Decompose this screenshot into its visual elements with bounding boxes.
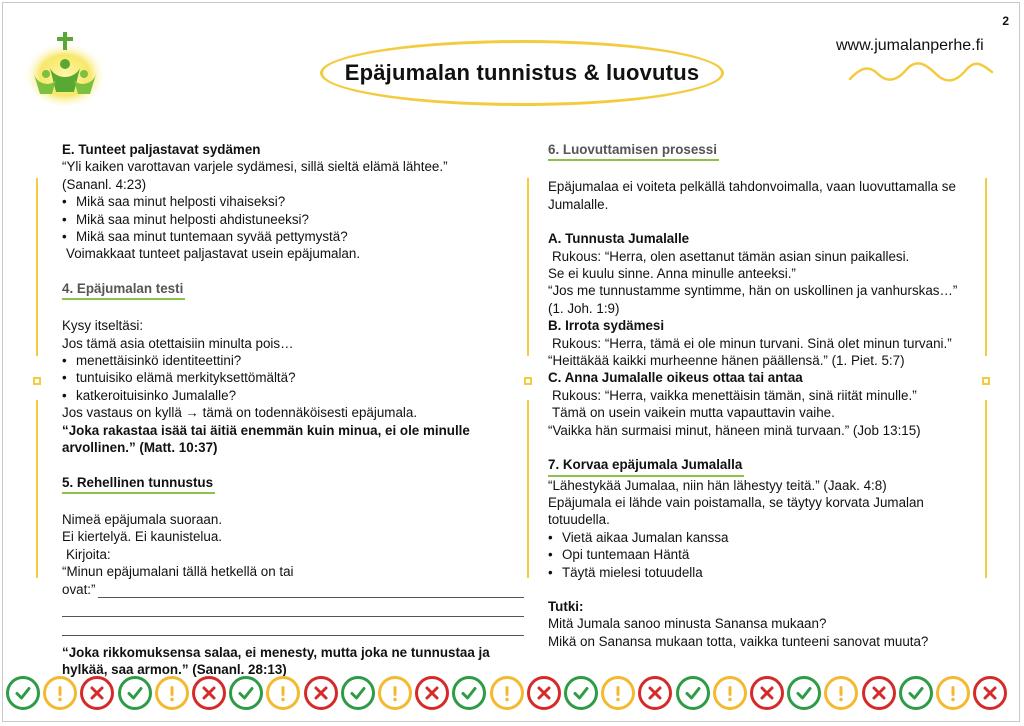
step-b-verse: “Heittäkää kaikki murheenne hänen päällensä.” (1. Piet. 5:7) [548, 353, 905, 369]
answer-line[interactable] [98, 583, 525, 598]
step-c-verse: “Vaikka hän surmaisi minut, häneen minä turvaan.” (Job 13:15) [548, 422, 921, 438]
section-5-prompt: “Minun epäjumalani tällä hetkellä on tai [62, 564, 294, 580]
list-item: • Täytä mielesi totuudella [548, 564, 978, 581]
check-icon [564, 676, 598, 710]
section-5-line: Nimeä epäjumala suoraan. [62, 511, 223, 527]
cross-icon [192, 676, 226, 710]
page-title: Epäjumalan tunnistus & luovutus [344, 60, 700, 85]
step-c-prayer: Rukous: “Herra, vaikka menettäisin tämän, sinä riität minulle.” [552, 387, 917, 403]
check-icon [899, 676, 933, 710]
warning-icon [713, 676, 747, 710]
divider-mid-marker [524, 377, 532, 385]
section-e-quote: “Yli kaiken varottavan varjele sydämesi, sillä sieltä elämä lähtee.” [62, 159, 448, 175]
cross-icon [973, 676, 1007, 710]
list-item: • Opi tuntemaan Häntä [548, 546, 978, 563]
list-item: • Mikä saa minut tuntemaan syvää pettymystä? [62, 228, 524, 245]
section-4-question: Jos tämä asia otettaisiin minulta pois… [62, 335, 294, 351]
footer-icon-row [0, 676, 1024, 712]
section-4-intro: Kysy itseltäsi: [62, 318, 144, 334]
website-link[interactable]: www.jumalanperhe.fi [836, 37, 984, 54]
warning-icon [378, 676, 412, 710]
warning-icon [490, 676, 524, 710]
step-a-prayer-cont: Se ei kuulu sinne. Anna minulle anteeksi.” [548, 266, 796, 282]
divider-right-bottom [985, 400, 987, 578]
warning-icon [155, 676, 189, 710]
section-5-heading: 5. Rehellinen tunnustus [62, 474, 215, 494]
section-7-heading: 7. Korvaa epäjumala Jumalalla [548, 456, 744, 476]
step-a-verse: “Jos me tunnustamme syntimme, hän on uskollinen ja vanhurskas…” [548, 283, 958, 299]
left-column [62, 141, 524, 679]
check-icon [676, 676, 710, 710]
section-4-conclusion: Jos vastaus on kyllä → tämä on todennäköisesti epäjumala. [62, 405, 418, 421]
list-item: • Mikä saa minut helposti ahdistuneeksi? [62, 211, 524, 228]
cross-icon [862, 676, 896, 710]
study-heading: Tutki: [548, 598, 584, 614]
answer-line-row [62, 581, 524, 598]
logo-icon [22, 28, 108, 106]
check-icon [118, 676, 152, 710]
section-7-text: Epäjumala ei lähde vain poistamalla, se täytyy korvata Jumalan totuudella. [548, 494, 924, 528]
step-c-heading: C. Anna Jumalalle oikeus ottaa tai antaa [548, 370, 803, 386]
divider-right-top [985, 178, 987, 356]
study-question: Mikä on Sanansa mukaan totta, vaikka tunteeni sanovat muuta? [548, 633, 929, 649]
title-banner [320, 40, 724, 106]
cross-icon [415, 676, 449, 710]
warning-icon [43, 676, 77, 710]
cross-icon [750, 676, 784, 710]
divider-right-marker [982, 377, 990, 385]
section-e-reference: (Sananl. 4:23) [62, 176, 147, 192]
section-4-quote: “Joka rakastaa isää tai äitiä enemmän kuin minua, ei ole minulle arvollinen.” (Matt. 10:37) [62, 422, 470, 456]
section-e-note: Voimakkaat tunteet paljastavat usein epäjumalan. [66, 246, 361, 262]
cross-icon [638, 676, 672, 710]
answer-line[interactable] [62, 602, 524, 617]
right-column [548, 141, 978, 650]
cross-icon [527, 676, 561, 710]
divider-mid-bottom [527, 400, 529, 578]
section-e-heading: E. Tunteet paljastavat sydämen [62, 142, 261, 157]
section-6-heading: 6. Luovuttamisen prosessi [548, 141, 719, 161]
divider-mid-top [527, 178, 529, 356]
warning-icon [601, 676, 635, 710]
list-item: • Mikä saa minut helposti vihaiseksi? [62, 193, 524, 210]
check-icon [6, 676, 40, 710]
cross-icon [80, 676, 114, 710]
squiggle-decoration [848, 62, 994, 84]
answer-line[interactable] [62, 621, 524, 636]
step-a-reference: (1. Joh. 1:9) [548, 300, 620, 316]
check-icon [341, 676, 375, 710]
section-7-quote: “Lähestykää Jumalaa, niin hän lähestyy teitä.” (Jaak. 4:8) [548, 477, 887, 493]
section-5-prompt-end: ovat:” [62, 581, 96, 597]
check-icon [787, 676, 821, 710]
list-item: • menettäisinkö identiteettini? [62, 352, 524, 369]
check-icon [229, 676, 263, 710]
step-c-note: Tämä on usein vaikein mutta vapauttavin vaihe. [552, 405, 835, 421]
warning-icon [936, 676, 970, 710]
step-a-heading: A. Tunnusta Jumalalle [548, 231, 690, 247]
cross-icon [304, 676, 338, 710]
step-b-heading: B. Irrota sydämesi [548, 318, 665, 334]
step-a-prayer: Rukous: “Herra, olen asettanut tämän asian sinun paikallesi. [552, 248, 910, 264]
warning-icon [266, 676, 300, 710]
divider-left-top [36, 178, 38, 356]
section-6-intro: Epäjumalaa ei voiteta pelkällä tahdonvoimalla, vaan luovuttamalla se Jumalalle. [548, 179, 956, 212]
page-number: 2 [1002, 14, 1009, 28]
section-4-heading: 4. Epäjumalan testi [62, 280, 185, 300]
warning-icon [824, 676, 858, 710]
divider-left-bottom [36, 400, 38, 578]
check-icon [452, 676, 486, 710]
list-item: • tuntuisiko elämä merkityksettömältä? [62, 369, 524, 386]
section-5-write-label: Kirjoita: [66, 546, 111, 562]
study-question: Mitä Jumala sanoo minusta Sanansa mukaan? [548, 616, 827, 632]
list-item: • Vietä aikaa Jumalan kanssa [548, 529, 978, 546]
section-5-quote: “Joka rikkomuksensa salaa, ei menesty, mutta joka ne tunnustaa ja hylkää, saa armon.” (Sananl. 28:13) [62, 644, 490, 678]
list-item: • katkeroituisinko Jumalalle? [62, 387, 524, 404]
divider-left-marker [33, 377, 41, 385]
step-b-prayer: Rukous: “Herra, tämä ei ole minun turvani. Sinä olet minun turvani.” [552, 335, 952, 351]
section-5-line: Ei kiertelyä. Ei kaunistelua. [62, 529, 223, 545]
